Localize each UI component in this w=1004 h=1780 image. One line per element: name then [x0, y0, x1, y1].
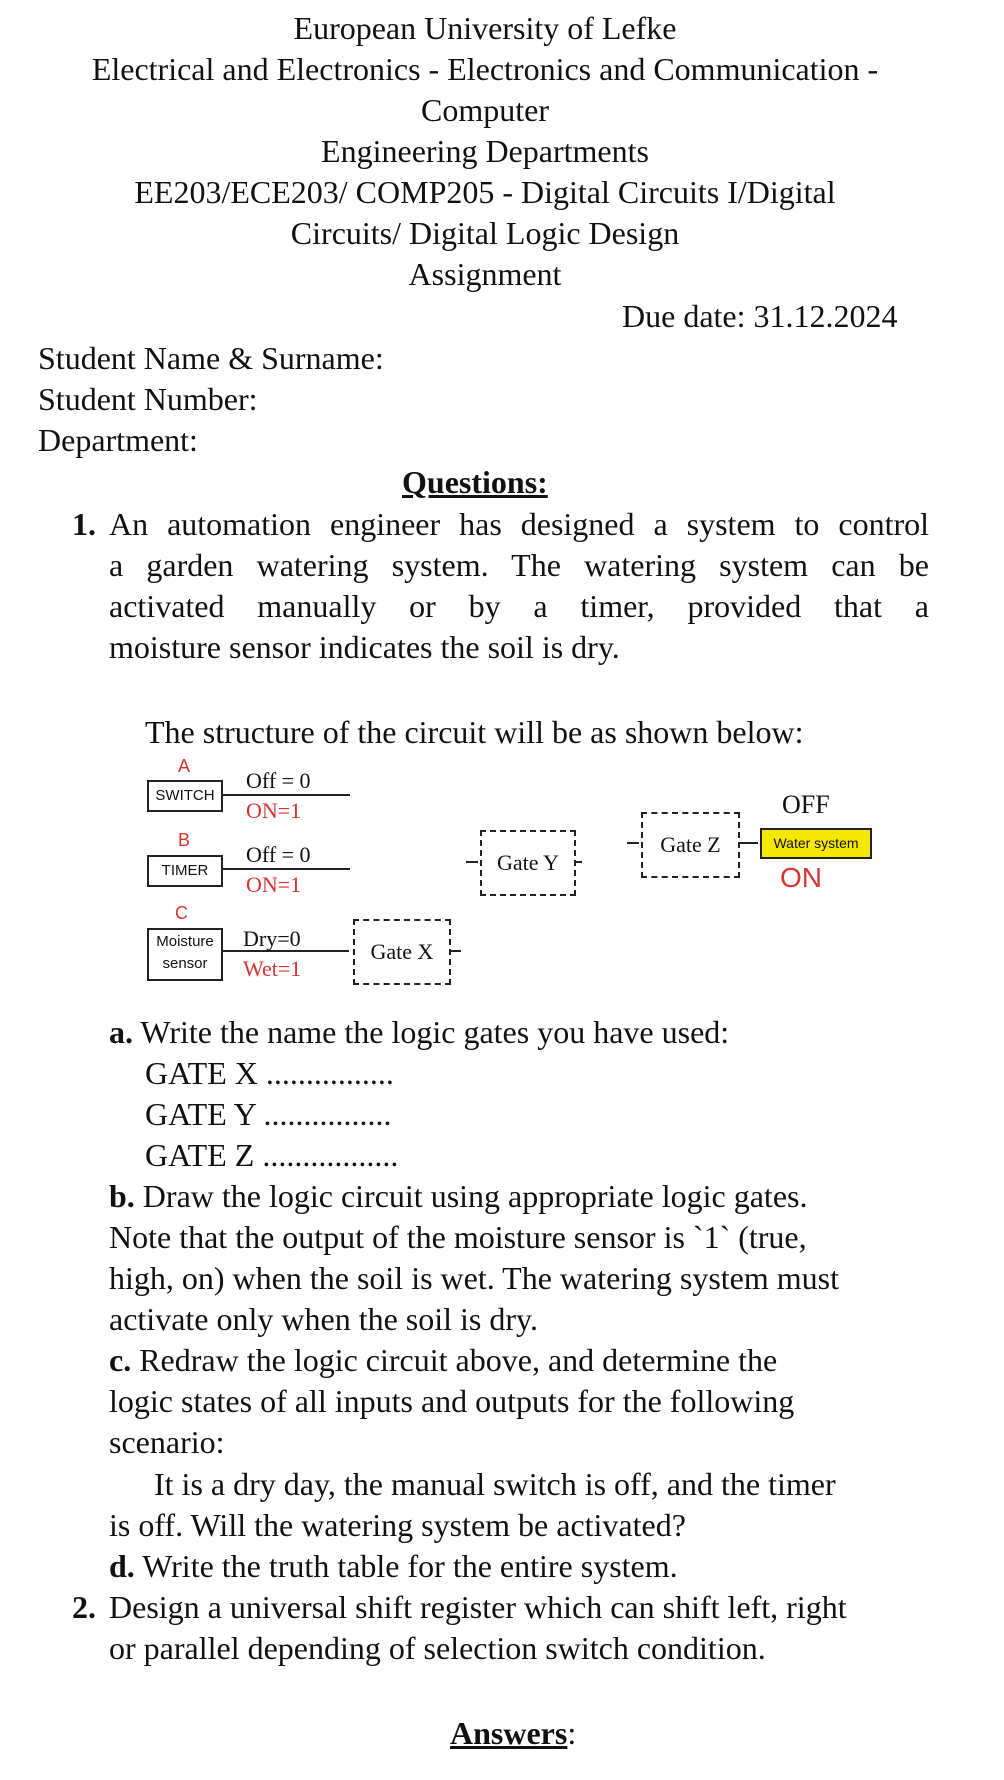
part-d [109, 1546, 678, 1586]
part-c-line-5: is off. Will the watering system be activated? [109, 1507, 686, 1543]
moisture-sensor-label-1: Moisture [156, 933, 214, 950]
gate-z-output-wire [738, 842, 758, 844]
due-date: Due date: 31.12.2024 [622, 298, 898, 334]
part-b-line-2: Note that the output of the moisture sensor is `1` (true, [109, 1219, 807, 1255]
part-d-label: d. [109, 1548, 135, 1584]
document-type: Assignment [408, 256, 562, 292]
gate-y-input-stub [466, 861, 478, 863]
gate-x-answer-line: GATE X ................ [145, 1055, 394, 1091]
departments-line-2: Computer [421, 92, 549, 128]
input-a-off: Off = 0 [246, 768, 311, 793]
part-b-text-1: Draw the logic circuit using appropriate logic gates. [142, 1178, 808, 1214]
structure-intro: The structure of the circuit will be as shown below: [145, 714, 804, 750]
part-b-line-1 [109, 1176, 807, 1216]
part-b-line-4: activate only when the soil is dry. [109, 1301, 538, 1337]
answers-heading-text: Answers [450, 1715, 568, 1751]
gate-y-output-stub [574, 861, 582, 863]
part-c-line-4: It is a dry day, the manual switch is off, and the timer [154, 1466, 836, 1502]
question-1-line-3: activated manually or by a timer, provided that a [109, 588, 929, 624]
university-name: European University of Lefke [293, 10, 677, 46]
gate-z-answer-line: GATE Z ................. [145, 1137, 399, 1173]
answers-heading [450, 1713, 576, 1753]
question-1-line-2: a garden watering system. The watering system can be [109, 547, 929, 583]
part-c-text-1: Redraw the logic circuit above, and determine the [139, 1342, 778, 1378]
gate-x-output-stub [449, 950, 461, 952]
part-b-label: b. [109, 1178, 135, 1214]
answers-colon: : [567, 1715, 577, 1751]
part-c-line-2: logic states of all inputs and outputs for the following [109, 1383, 795, 1419]
switch-box: SWITCH [147, 780, 223, 812]
part-d-text: Write the truth table for the entire system. [142, 1548, 678, 1584]
student-name-label: Student Name & Surname: [38, 340, 384, 376]
gate-y: Gate Y [480, 830, 576, 896]
input-c-letter: C [175, 903, 188, 923]
student-number-label: Student Number: [38, 381, 258, 417]
input-a-letter: A [178, 756, 191, 776]
input-a-wire [221, 794, 350, 796]
part-a-text: Write the name the logic gates you have used: [140, 1014, 730, 1050]
moisture-sensor-label-2: sensor [162, 955, 208, 972]
moisture-sensor-box [147, 928, 223, 981]
gate-z: Gate Z [641, 812, 740, 878]
question-1-line-1: An automation engineer has designed a system to control [109, 506, 929, 542]
course-line-1: EE203/ECE203/ COMP205 - Digital Circuits I/Digital [134, 174, 836, 210]
water-system-box: Water system [760, 828, 872, 859]
timer-box: TIMER [147, 855, 223, 887]
question-2-line-2: or parallel depending of selection switch condition. [109, 1630, 766, 1666]
questions-heading: Questions: [402, 464, 548, 500]
output-off: OFF [782, 790, 830, 819]
gate-z-input-stub [627, 842, 639, 844]
part-a [109, 1012, 729, 1052]
part-b-line-3: high, on) when the soil is wet. The watering system must [109, 1260, 839, 1296]
department-label: Department: [38, 422, 198, 458]
input-a-on: ON=1 [246, 798, 302, 823]
gate-y-answer-line: GATE Y ................ [145, 1096, 392, 1132]
question-1-number: 1. [72, 506, 96, 542]
question-2-number: 2. [72, 1589, 96, 1625]
course-line-2: Circuits/ Digital Logic Design [290, 215, 680, 251]
output-on: ON [780, 862, 822, 893]
question-1-line-4: moisture sensor indicates the soil is dry. [109, 629, 620, 665]
gate-x: Gate X [353, 919, 451, 985]
part-c-line-1 [109, 1340, 777, 1380]
departments-line-1: Electrical and Electronics - Electronics and Communication - [91, 51, 879, 87]
input-b-wire [221, 868, 350, 870]
input-b-off: Off = 0 [246, 842, 311, 867]
input-c-wet: Wet=1 [243, 956, 302, 981]
input-b-letter: B [178, 830, 191, 850]
departments-line-3: Engineering Departments [321, 133, 649, 169]
part-c-line-3: scenario: [109, 1424, 225, 1460]
input-c-dry: Dry=0 [243, 926, 301, 951]
part-a-label: a. [109, 1014, 133, 1050]
question-2-line-1: Design a universal shift register which can shift left, right [109, 1589, 847, 1625]
part-c-label: c. [109, 1342, 132, 1378]
input-b-on: ON=1 [246, 872, 302, 897]
